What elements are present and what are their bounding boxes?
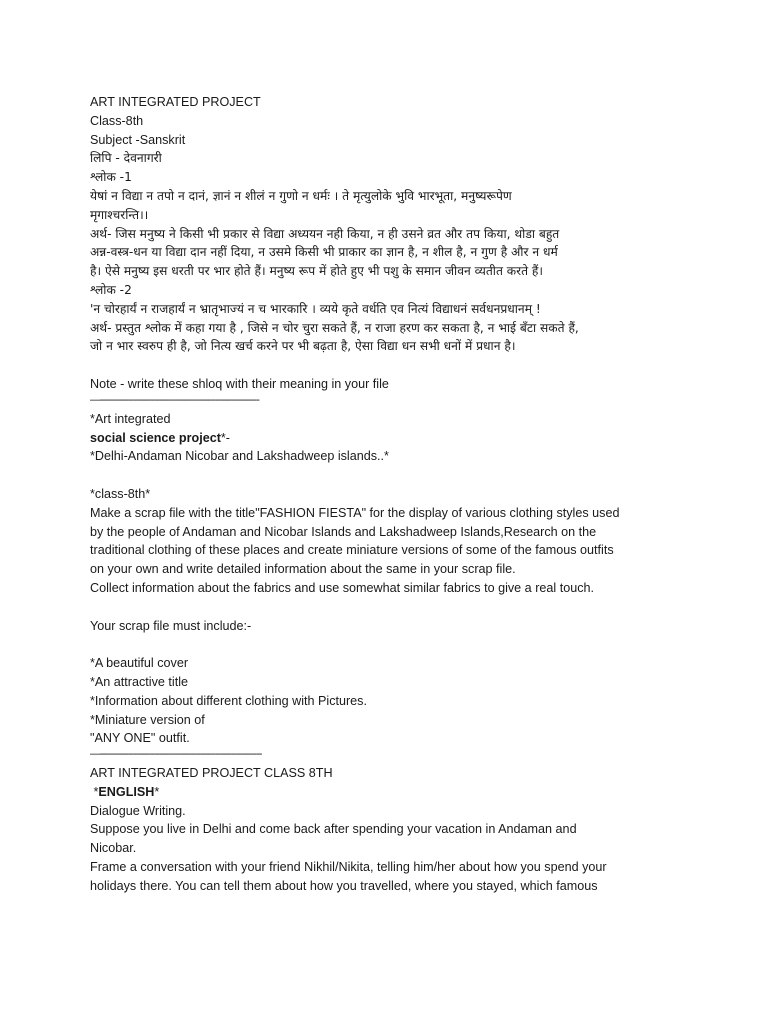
meaning1-line: अर्थ- जिस मनुष्य ने किसी भी प्रकार से विद्या अध्ययन नही किया, न ही उसने व्रत और तप किया, थोडा बहुत	[90, 226, 560, 241]
social-para-line: Collect information about the fabrics and use somewhat similar fabrics to give a real touch.	[90, 580, 594, 595]
sanskrit-subject: Subject -Sanskrit	[90, 132, 186, 147]
meaning1-line: अन्न-वस्त्र-धन या विद्या दान नहीं दिया, न उसमे किसी भी प्राकार का ज्ञान है, न शील है, न गुण है और न धर्म	[90, 245, 558, 260]
english-subject	[90, 783, 680, 802]
social-line1: *Art integrated	[90, 411, 171, 426]
sanskrit-class: Class-8th	[90, 113, 144, 128]
include-item: *Miniature version of	[90, 712, 205, 727]
social-project-title-tail: *-	[220, 430, 231, 445]
shloka1-label: श्लोक -1	[90, 170, 132, 185]
include-item: *A beautiful cover	[90, 656, 189, 671]
include-heading: Your scrap file must include:-	[90, 618, 252, 633]
meaning2-line: जो न भार स्वरुप ही है, जो नित्य खर्च करने पर भी बढ़ता है, ऐसा विद्या धन सभी धनों में प्रधान है।	[90, 339, 516, 354]
english-subject-suffix: *	[154, 784, 160, 799]
meaning1-line: है। ऐसे मनुष्य इस धरती पर भार होते हैं। मनुष्य रूप में होते हुए भी पशु के समान जीवन व्यतीत करते हैं।	[90, 264, 544, 279]
spacer	[90, 466, 680, 485]
social-project-title: social science project	[90, 430, 221, 445]
sanskrit-note: Note - write these shloq with their meaning in your file	[90, 376, 389, 391]
sanskrit-script: लिपि - देवनागरी	[90, 151, 162, 166]
social-para-line: Make a scrap file with the title"FASHION FIESTA" for the display of various clothing styles used	[90, 505, 620, 520]
separator-line: —---------------------------------------------------------------	[90, 748, 262, 761]
sanskrit-heading: ART INTEGRATED PROJECT	[90, 95, 261, 109]
shloka2-line: 'न चोरहार्यं न राजहार्यं न भ्रातृभाज्यं न च भारकारि । व्यये कृते वर्धति एव नित्यं विद्याधनं सर्वधनप्रधानम् !	[90, 301, 541, 316]
meaning2-line: अर्थ- प्रस्तुत श्लोक में कहा गया है , जिसे न चोर चुरा सकते हैं, न राजा हरण कर सकता है, न भाई बँटा सकते हैं,	[90, 320, 579, 335]
english-subject-title: ENGLISH	[98, 784, 155, 799]
social-para-line: traditional clothing of these places and create miniature versions of some of the famous outfits	[90, 543, 614, 558]
spacer	[90, 356, 680, 375]
social-line3: *Delhi-Andaman Nicobar and Lakshadweep islands..*	[90, 449, 389, 464]
english-task: Dialogue Writing.	[90, 803, 186, 818]
social-class: *class-8th*	[90, 486, 151, 501]
spacer	[90, 635, 680, 654]
shloka2-label: श्लोक -2	[90, 282, 132, 297]
shloka1-line: मृगाश्चरन्ति।।	[90, 207, 149, 222]
english-para-line: Suppose you live in Delhi and come back after spending your vacation in Andaman and	[90, 822, 577, 837]
english-para-line: holidays there. You can tell them about how you travelled, where you stayed, which famous	[90, 878, 598, 893]
social-para-line: on your own and write detailed information about the same in your scrap file.	[90, 562, 516, 577]
english-para-line: Nicobar.	[90, 841, 137, 856]
spacer	[90, 598, 680, 617]
shloka1-line: येषां न विद्या न तपो न दानं, ज्ञानं न शीलं न गुणो न धर्मः । ते मृत्युलोके भुवि भारभूता, मनुष्यरूपेण	[90, 188, 512, 203]
include-item: *An attractive title	[90, 674, 188, 689]
social-line2	[90, 429, 680, 448]
include-item: "ANY ONE" outfit.	[90, 731, 190, 746]
document-page	[90, 93, 680, 896]
include-item: *Information about different clothing with Pictures.	[90, 693, 367, 708]
social-para-line: by the people of Andaman and Nicobar Islands and Lakshadweep Islands,Research on the	[90, 524, 597, 539]
english-subject-prefix: *	[90, 784, 99, 799]
english-para-line: Frame a conversation with your friend Nikhil/Nikita, telling him/her about how you spend your	[90, 860, 607, 875]
separator-line: —--------------------------------------------------------------	[90, 393, 259, 406]
english-heading: ART INTEGRATED PROJECT CLASS 8TH	[90, 766, 333, 781]
